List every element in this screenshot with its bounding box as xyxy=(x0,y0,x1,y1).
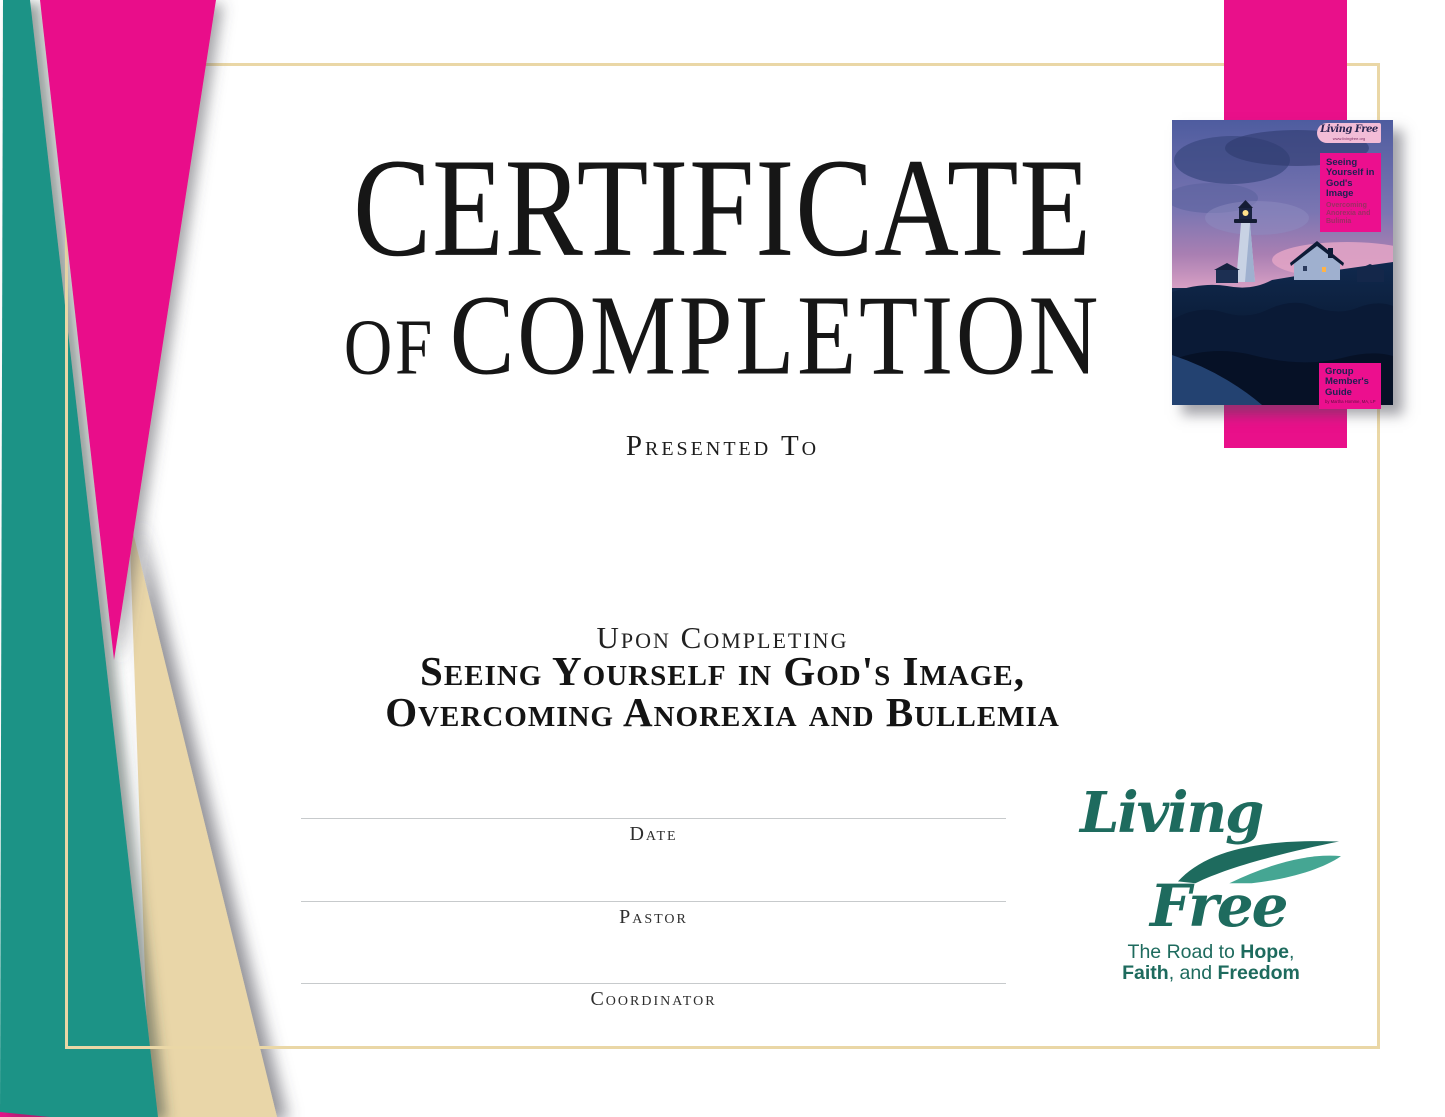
certificate-title-line1: CERTIFICATE xyxy=(353,130,1092,287)
book-brand-url: www.livingfree.org xyxy=(1332,136,1366,141)
tagline-faith: Faith xyxy=(1122,962,1169,985)
pastor-label: Pastor xyxy=(619,906,688,928)
coordinator-signature-line xyxy=(301,983,1006,1011)
logo-tagline xyxy=(1072,942,1350,985)
tagline-and: , and xyxy=(1168,962,1218,985)
pastor-signature-line xyxy=(301,901,1006,929)
book-cover xyxy=(1172,120,1393,405)
title-of: OF xyxy=(343,303,436,391)
date-label: Date xyxy=(629,823,678,845)
certificate-title-line2 xyxy=(111,272,1334,399)
book-byline: by Martha Homme, MA, LP xyxy=(1325,398,1376,404)
book-brand-name: Living Free xyxy=(1320,124,1378,135)
book-brand-badge xyxy=(1317,123,1381,143)
presented-to-label: Presented To xyxy=(625,430,820,462)
tagline-prefix: The Road to xyxy=(1127,941,1241,963)
course-title-line1: Seeing Yourself in God's Image, xyxy=(420,648,1025,694)
book-title-label xyxy=(1320,153,1381,232)
living-free-logo xyxy=(1072,780,1357,1001)
book-subtitle: Overcoming Anorexia and Bulimia xyxy=(1326,202,1371,226)
logo-word-living: Living xyxy=(1080,780,1263,846)
logo-word-free: Free xyxy=(1150,872,1287,940)
course-title-line2: Overcoming Anorexia and Bullemia xyxy=(385,689,1060,735)
title-completion: COMPLETION xyxy=(449,272,1102,399)
book-guide-label xyxy=(1319,363,1381,409)
date-signature-line xyxy=(301,818,1006,846)
book-guide-type: Group Member's Guide xyxy=(1325,366,1369,398)
book-title: Seeing Yourself in God's Image xyxy=(1326,157,1375,199)
course-title xyxy=(65,648,1380,735)
tagline-comma: , xyxy=(1289,941,1295,963)
tagline-freedom: Freedom xyxy=(1217,962,1300,985)
coordinator-label: Coordinator xyxy=(590,988,717,1010)
upon-completing-label: Upon Completing xyxy=(596,620,849,655)
tagline-hope: Hope xyxy=(1240,941,1290,963)
